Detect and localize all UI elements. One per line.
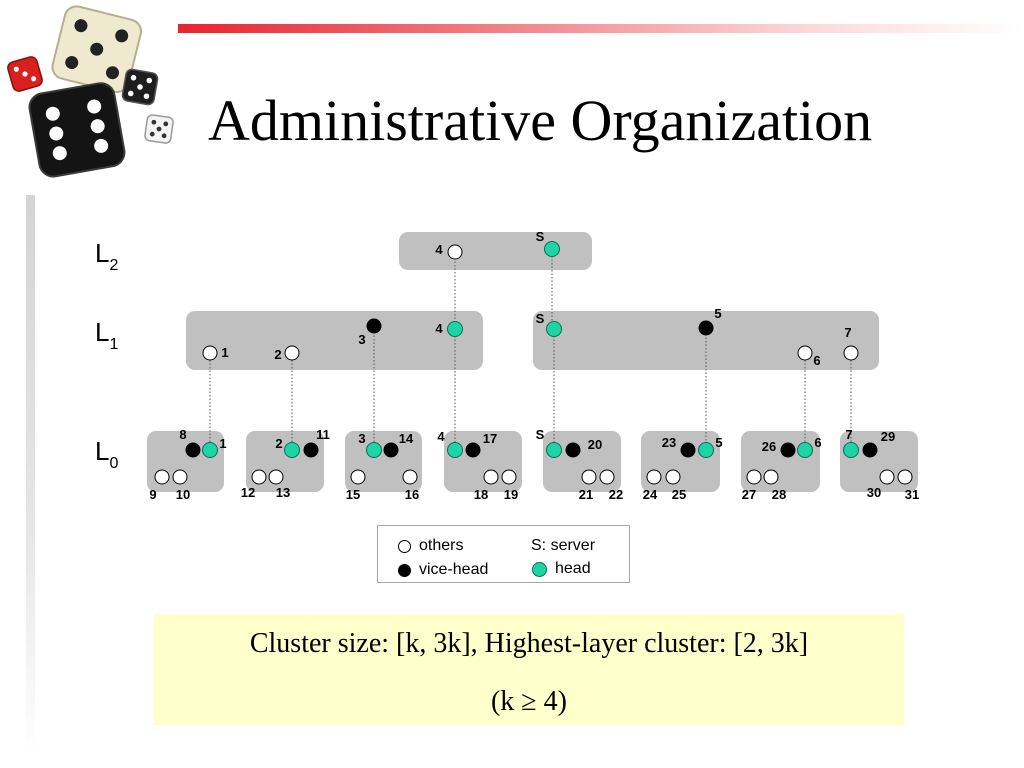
node-label: 3 (358, 431, 366, 446)
others-node (844, 346, 858, 360)
node-label: 16 (404, 487, 420, 502)
node-label: 7 (845, 427, 853, 442)
node-label: 21 (578, 487, 594, 502)
others-node (582, 470, 596, 484)
others-node (898, 470, 912, 484)
head-node (448, 443, 463, 458)
node-label: 6 (813, 353, 821, 368)
others-node (502, 470, 516, 484)
vice-head-node (566, 443, 580, 457)
others-node (285, 346, 299, 360)
others-node-icon (398, 540, 411, 553)
head-node (699, 443, 714, 458)
legend (377, 525, 630, 583)
node-label: 24 (642, 487, 658, 502)
vice-head-node (466, 443, 480, 457)
vice-head-node (699, 321, 713, 335)
others-node (798, 346, 812, 360)
legend-others (398, 537, 463, 555)
head-node (798, 443, 813, 458)
node-label: 4 (435, 321, 443, 336)
node-label: 19 (503, 487, 519, 502)
others-node (764, 470, 778, 484)
node-label: 31 (904, 487, 920, 502)
node-label: 11 (316, 427, 330, 442)
layer-label: $L_0$ (95, 436, 119, 472)
node-label: 5 (714, 306, 722, 321)
node-label: 18 (473, 487, 489, 502)
head-node (367, 443, 382, 458)
legend-vice-head (398, 561, 488, 579)
vice-head-node (863, 443, 877, 457)
node-label: S (535, 311, 545, 326)
vice-head-node (384, 443, 398, 457)
caption-box (154, 614, 904, 725)
node-label: 6 (814, 435, 822, 450)
others-node (351, 470, 365, 484)
node-label: 13 (275, 485, 291, 500)
node-label: 10 (175, 487, 191, 502)
head-node (545, 242, 560, 257)
cluster-box (186, 311, 483, 370)
others-node (448, 245, 462, 259)
others-node (203, 346, 217, 360)
caption-line-2: (k ≥ 4) (490, 686, 567, 717)
others-node (880, 470, 894, 484)
node-label: 5 (715, 435, 723, 450)
node-label: 9 (149, 487, 157, 502)
cluster-box (399, 232, 592, 270)
legend-server (531, 537, 595, 555)
node-label: 4 (435, 242, 443, 257)
vice-head-node-icon (398, 564, 411, 577)
node-label: 7 (844, 325, 852, 340)
legend-server-label: S: server (531, 537, 596, 554)
node-label: S (535, 229, 545, 244)
layer-label: $L_1$ (95, 317, 119, 353)
node-label: 3 (358, 332, 366, 347)
legend-others-label: others (419, 537, 464, 554)
vice-head-node (304, 443, 318, 457)
others-node (252, 470, 266, 484)
legend-vice-head-label: vice-head (419, 561, 489, 578)
others-node (155, 470, 169, 484)
slide-title: Administrative Organization (208, 88, 873, 153)
others-node (173, 470, 187, 484)
head-node (547, 322, 562, 337)
node-label: 26 (761, 439, 777, 454)
vice-head-node (781, 443, 795, 457)
node-label: 1 (221, 345, 229, 360)
node-label: 22 (608, 487, 624, 502)
vice-head-node (681, 443, 695, 457)
cluster-box (533, 311, 879, 370)
legend-head (532, 560, 591, 578)
node-label: 25 (671, 487, 687, 502)
head-node (285, 443, 300, 458)
node-label: 23 (661, 435, 677, 450)
others-node (403, 470, 417, 484)
node-label: 17 (482, 431, 498, 446)
others-node (747, 470, 761, 484)
vice-head-node (186, 443, 200, 457)
legend-head-label: head (555, 560, 591, 577)
node-label: 30 (866, 485, 882, 500)
vice-head-node (367, 319, 381, 333)
node-label: 4 (437, 429, 445, 444)
node-label: 2 (274, 347, 282, 362)
others-node (484, 470, 498, 484)
node-label: 8 (179, 427, 187, 442)
node-label: 28 (771, 487, 787, 502)
node-label: 29 (880, 429, 896, 444)
head-node (844, 443, 859, 458)
head-node (448, 322, 463, 337)
node-label: S (535, 427, 545, 442)
node-label: 12 (240, 485, 256, 500)
node-label: 14 (398, 431, 414, 446)
node-label: 20 (587, 437, 603, 452)
layer-label: $L_2$ (95, 238, 119, 274)
head-node (203, 443, 218, 458)
others-node (600, 470, 614, 484)
node-label: 2 (275, 436, 283, 451)
others-node (647, 470, 661, 484)
head-node (547, 443, 562, 458)
others-node (666, 470, 680, 484)
node-label: 15 (345, 487, 361, 502)
others-node (269, 470, 283, 484)
caption-line-1: Cluster size: [k, 3k], Highest-layer cluster: [2, 3k] (249, 628, 809, 659)
head-node-icon (532, 562, 547, 577)
node-label: 27 (741, 487, 757, 502)
node-label: 1 (219, 436, 227, 451)
